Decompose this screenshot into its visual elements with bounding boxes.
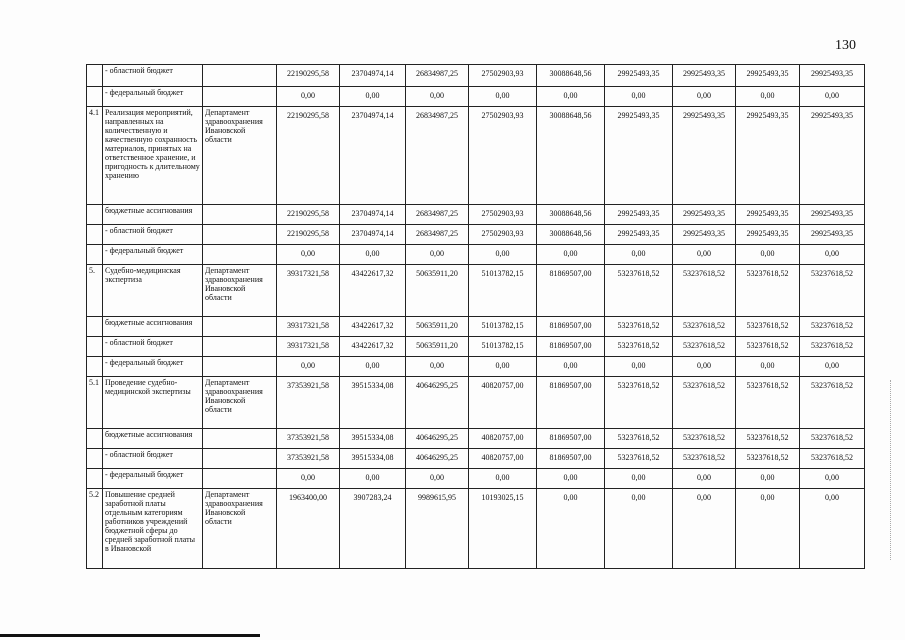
value-cell: 0,00 <box>469 87 537 107</box>
value-cell: 0,00 <box>605 87 673 107</box>
table-row <box>87 245 865 265</box>
value-cell: 53237618,52 <box>736 265 800 317</box>
table-row <box>87 225 865 245</box>
row-department: Департамент здравоохранения Ивановской области <box>203 489 277 569</box>
table-row <box>87 357 865 377</box>
value-cell: 37353921,58 <box>277 449 340 469</box>
value-cell: 0,00 <box>340 245 406 265</box>
value-cell: 40646295,25 <box>406 377 469 429</box>
table-row <box>87 205 865 225</box>
table-row <box>87 317 865 337</box>
row-department: Департамент здравоохранения Ивановской области <box>203 265 277 317</box>
row-number <box>87 449 103 469</box>
value-cell: 29925493,35 <box>800 107 865 205</box>
value-cell: 40820757,00 <box>469 449 537 469</box>
value-cell: 39515334,08 <box>340 449 406 469</box>
value-cell: 23704974,14 <box>340 225 406 245</box>
value-cell: 81869507,00 <box>537 317 605 337</box>
value-cell: 26834987,25 <box>406 225 469 245</box>
value-cell: 37353921,58 <box>277 377 340 429</box>
value-cell: 0,00 <box>277 469 340 489</box>
row-number <box>87 245 103 265</box>
value-cell: 9989615,95 <box>406 489 469 569</box>
value-cell: 81869507,00 <box>537 337 605 357</box>
value-cell: 0,00 <box>736 87 800 107</box>
value-cell: 27502903,93 <box>469 225 537 245</box>
value-cell: 0,00 <box>736 357 800 377</box>
value-cell: 53237618,52 <box>673 337 736 357</box>
value-cell: 40646295,25 <box>406 429 469 449</box>
value-cell: 26834987,25 <box>406 107 469 205</box>
value-cell: 1963400,00 <box>277 489 340 569</box>
value-cell: 29925493,35 <box>673 107 736 205</box>
row-name: бюджетные ассигнования <box>103 429 203 449</box>
value-cell: 30088648,56 <box>537 205 605 225</box>
value-cell: 0,00 <box>537 489 605 569</box>
row-name: Проведение судебно-медицинской экспертизы <box>103 377 203 429</box>
value-cell: 51013782,15 <box>469 317 537 337</box>
row-number <box>87 469 103 489</box>
row-name: - областной бюджет <box>103 337 203 357</box>
value-cell: 30088648,56 <box>537 225 605 245</box>
row-number: 4.1 <box>87 107 103 205</box>
value-cell: 51013782,15 <box>469 337 537 357</box>
value-cell: 23704974,14 <box>340 205 406 225</box>
page-number: 130 <box>835 38 856 53</box>
value-cell: 30088648,56 <box>537 65 605 87</box>
value-cell: 0,00 <box>406 357 469 377</box>
row-name: - областной бюджет <box>103 65 203 87</box>
value-cell: 0,00 <box>340 357 406 377</box>
value-cell: 81869507,00 <box>537 429 605 449</box>
value-cell: 39515334,08 <box>340 429 406 449</box>
row-department <box>203 317 277 337</box>
value-cell: 53237618,52 <box>605 449 673 469</box>
row-name: - федеральный бюджет <box>103 469 203 489</box>
value-cell: 0,00 <box>673 489 736 569</box>
value-cell: 53237618,52 <box>800 377 865 429</box>
value-cell: 26834987,25 <box>406 65 469 87</box>
row-name: бюджетные ассигнования <box>103 205 203 225</box>
value-cell: 0,00 <box>277 357 340 377</box>
value-cell: 53237618,52 <box>736 317 800 337</box>
value-cell: 53237618,52 <box>605 265 673 317</box>
row-department <box>203 469 277 489</box>
row-name: - областной бюджет <box>103 449 203 469</box>
row-name: - федеральный бюджет <box>103 245 203 265</box>
value-cell: 29925493,35 <box>736 107 800 205</box>
row-department <box>203 205 277 225</box>
value-cell: 22190295,58 <box>277 107 340 205</box>
value-cell: 29925493,35 <box>800 225 865 245</box>
value-cell: 3907283,24 <box>340 489 406 569</box>
row-department <box>203 225 277 245</box>
value-cell: 29925493,35 <box>736 65 800 87</box>
value-cell: 43422617,32 <box>340 265 406 317</box>
value-cell: 29925493,35 <box>673 205 736 225</box>
row-name: - областной бюджет <box>103 225 203 245</box>
row-department <box>203 87 277 107</box>
value-cell: 27502903,93 <box>469 107 537 205</box>
row-number <box>87 357 103 377</box>
row-number <box>87 65 103 87</box>
value-cell: 0,00 <box>469 357 537 377</box>
value-cell: 27502903,93 <box>469 205 537 225</box>
value-cell: 29925493,35 <box>605 107 673 205</box>
value-cell: 22190295,58 <box>277 65 340 87</box>
value-cell: 29925493,35 <box>673 65 736 87</box>
value-cell: 0,00 <box>673 245 736 265</box>
scan-edge-line <box>0 634 260 637</box>
value-cell: 29925493,35 <box>673 225 736 245</box>
value-cell: 53237618,52 <box>605 377 673 429</box>
value-cell: 53237618,52 <box>673 377 736 429</box>
value-cell: 0,00 <box>736 489 800 569</box>
value-cell: 53237618,52 <box>605 429 673 449</box>
table-row <box>87 107 865 205</box>
value-cell: 0,00 <box>340 469 406 489</box>
value-cell: 23704974,14 <box>340 65 406 87</box>
value-cell: 0,00 <box>537 357 605 377</box>
table-row <box>87 65 865 87</box>
table-row <box>87 449 865 469</box>
table-row <box>87 489 865 569</box>
value-cell: 39317321,58 <box>277 265 340 317</box>
value-cell: 0,00 <box>469 245 537 265</box>
value-cell: 29925493,35 <box>736 225 800 245</box>
value-cell: 29925493,35 <box>605 225 673 245</box>
value-cell: 0,00 <box>800 87 865 107</box>
table-row <box>87 429 865 449</box>
table-row <box>87 469 865 489</box>
value-cell: 0,00 <box>800 245 865 265</box>
value-cell: 30088648,56 <box>537 107 605 205</box>
value-cell: 10193025,15 <box>469 489 537 569</box>
value-cell: 53237618,52 <box>605 317 673 337</box>
table-row <box>87 377 865 429</box>
value-cell: 50635911,20 <box>406 337 469 357</box>
value-cell: 40646295,25 <box>406 449 469 469</box>
value-cell: 0,00 <box>736 469 800 489</box>
value-cell: 0,00 <box>469 469 537 489</box>
row-number: 5.1 <box>87 377 103 429</box>
value-cell: 39515334,08 <box>340 377 406 429</box>
value-cell: 0,00 <box>537 87 605 107</box>
row-department: Департамент здравоохранения Ивановской области <box>203 107 277 205</box>
budget-table <box>86 64 865 569</box>
value-cell: 53237618,52 <box>605 337 673 357</box>
value-cell: 0,00 <box>605 489 673 569</box>
value-cell: 29925493,35 <box>736 205 800 225</box>
row-number <box>87 317 103 337</box>
row-number <box>87 87 103 107</box>
value-cell: 53237618,52 <box>800 429 865 449</box>
row-number <box>87 205 103 225</box>
row-number: 5. <box>87 265 103 317</box>
table-row <box>87 337 865 357</box>
value-cell: 81869507,00 <box>537 449 605 469</box>
value-cell: 0,00 <box>340 87 406 107</box>
row-name: Судебно-медицинская экспертиза <box>103 265 203 317</box>
table-row <box>87 87 865 107</box>
value-cell: 0,00 <box>277 245 340 265</box>
value-cell: 29925493,35 <box>800 205 865 225</box>
row-name: - федеральный бюджет <box>103 87 203 107</box>
row-department <box>203 357 277 377</box>
value-cell: 40820757,00 <box>469 429 537 449</box>
value-cell: 53237618,52 <box>673 265 736 317</box>
row-department <box>203 245 277 265</box>
value-cell: 53237618,52 <box>673 317 736 337</box>
value-cell: 53237618,52 <box>800 337 865 357</box>
value-cell: 0,00 <box>277 87 340 107</box>
value-cell: 53237618,52 <box>736 449 800 469</box>
value-cell: 0,00 <box>537 469 605 489</box>
row-department: Департамент здравоохранения Ивановской области <box>203 377 277 429</box>
value-cell: 39317321,58 <box>277 337 340 357</box>
value-cell: 39317321,58 <box>277 317 340 337</box>
value-cell: 0,00 <box>406 87 469 107</box>
margin-marks <box>890 380 892 560</box>
row-department <box>203 65 277 87</box>
value-cell: 0,00 <box>673 469 736 489</box>
value-cell: 0,00 <box>537 245 605 265</box>
value-cell: 0,00 <box>736 245 800 265</box>
row-department <box>203 449 277 469</box>
row-number <box>87 429 103 449</box>
value-cell: 0,00 <box>605 245 673 265</box>
value-cell: 50635911,20 <box>406 265 469 317</box>
value-cell: 37353921,58 <box>277 429 340 449</box>
row-number <box>87 225 103 245</box>
value-cell: 53237618,52 <box>800 449 865 469</box>
row-number: 5.2 <box>87 489 103 569</box>
value-cell: 0,00 <box>800 469 865 489</box>
value-cell: 0,00 <box>605 469 673 489</box>
value-cell: 22190295,58 <box>277 205 340 225</box>
value-cell: 81869507,00 <box>537 265 605 317</box>
value-cell: 29925493,35 <box>605 205 673 225</box>
value-cell: 51013782,15 <box>469 265 537 317</box>
value-cell: 26834987,25 <box>406 205 469 225</box>
value-cell: 53237618,52 <box>800 317 865 337</box>
row-number <box>87 337 103 357</box>
value-cell: 53237618,52 <box>800 265 865 317</box>
value-cell: 29925493,35 <box>800 65 865 87</box>
value-cell: 0,00 <box>800 357 865 377</box>
row-department <box>203 429 277 449</box>
row-name: - федеральный бюджет <box>103 357 203 377</box>
value-cell: 43422617,32 <box>340 337 406 357</box>
value-cell: 0,00 <box>673 357 736 377</box>
value-cell: 43422617,32 <box>340 317 406 337</box>
value-cell: 0,00 <box>406 469 469 489</box>
value-cell: 0,00 <box>605 357 673 377</box>
value-cell: 0,00 <box>800 489 865 569</box>
value-cell: 50635911,20 <box>406 317 469 337</box>
value-cell: 0,00 <box>673 87 736 107</box>
value-cell: 53237618,52 <box>673 449 736 469</box>
row-name: Повышение средней заработной платы отдельным категориям работников учреждений бюджетной сферы до средней заработной платы в Ивановской <box>103 489 203 569</box>
value-cell: 0,00 <box>406 245 469 265</box>
value-cell: 40820757,00 <box>469 377 537 429</box>
value-cell: 27502903,93 <box>469 65 537 87</box>
table-row <box>87 265 865 317</box>
value-cell: 23704974,14 <box>340 107 406 205</box>
value-cell: 53237618,52 <box>736 377 800 429</box>
value-cell: 53237618,52 <box>736 337 800 357</box>
value-cell: 29925493,35 <box>605 65 673 87</box>
row-name: Реализация мероприятий, направленных на количественную и качественную сохранность материалов, принятых на ответственное хранение, и пригодность к длительному хранению <box>103 107 203 205</box>
value-cell: 22190295,58 <box>277 225 340 245</box>
row-name: бюджетные ассигнования <box>103 317 203 337</box>
row-department <box>203 337 277 357</box>
value-cell: 53237618,52 <box>673 429 736 449</box>
value-cell: 53237618,52 <box>736 429 800 449</box>
value-cell: 81869507,00 <box>537 377 605 429</box>
